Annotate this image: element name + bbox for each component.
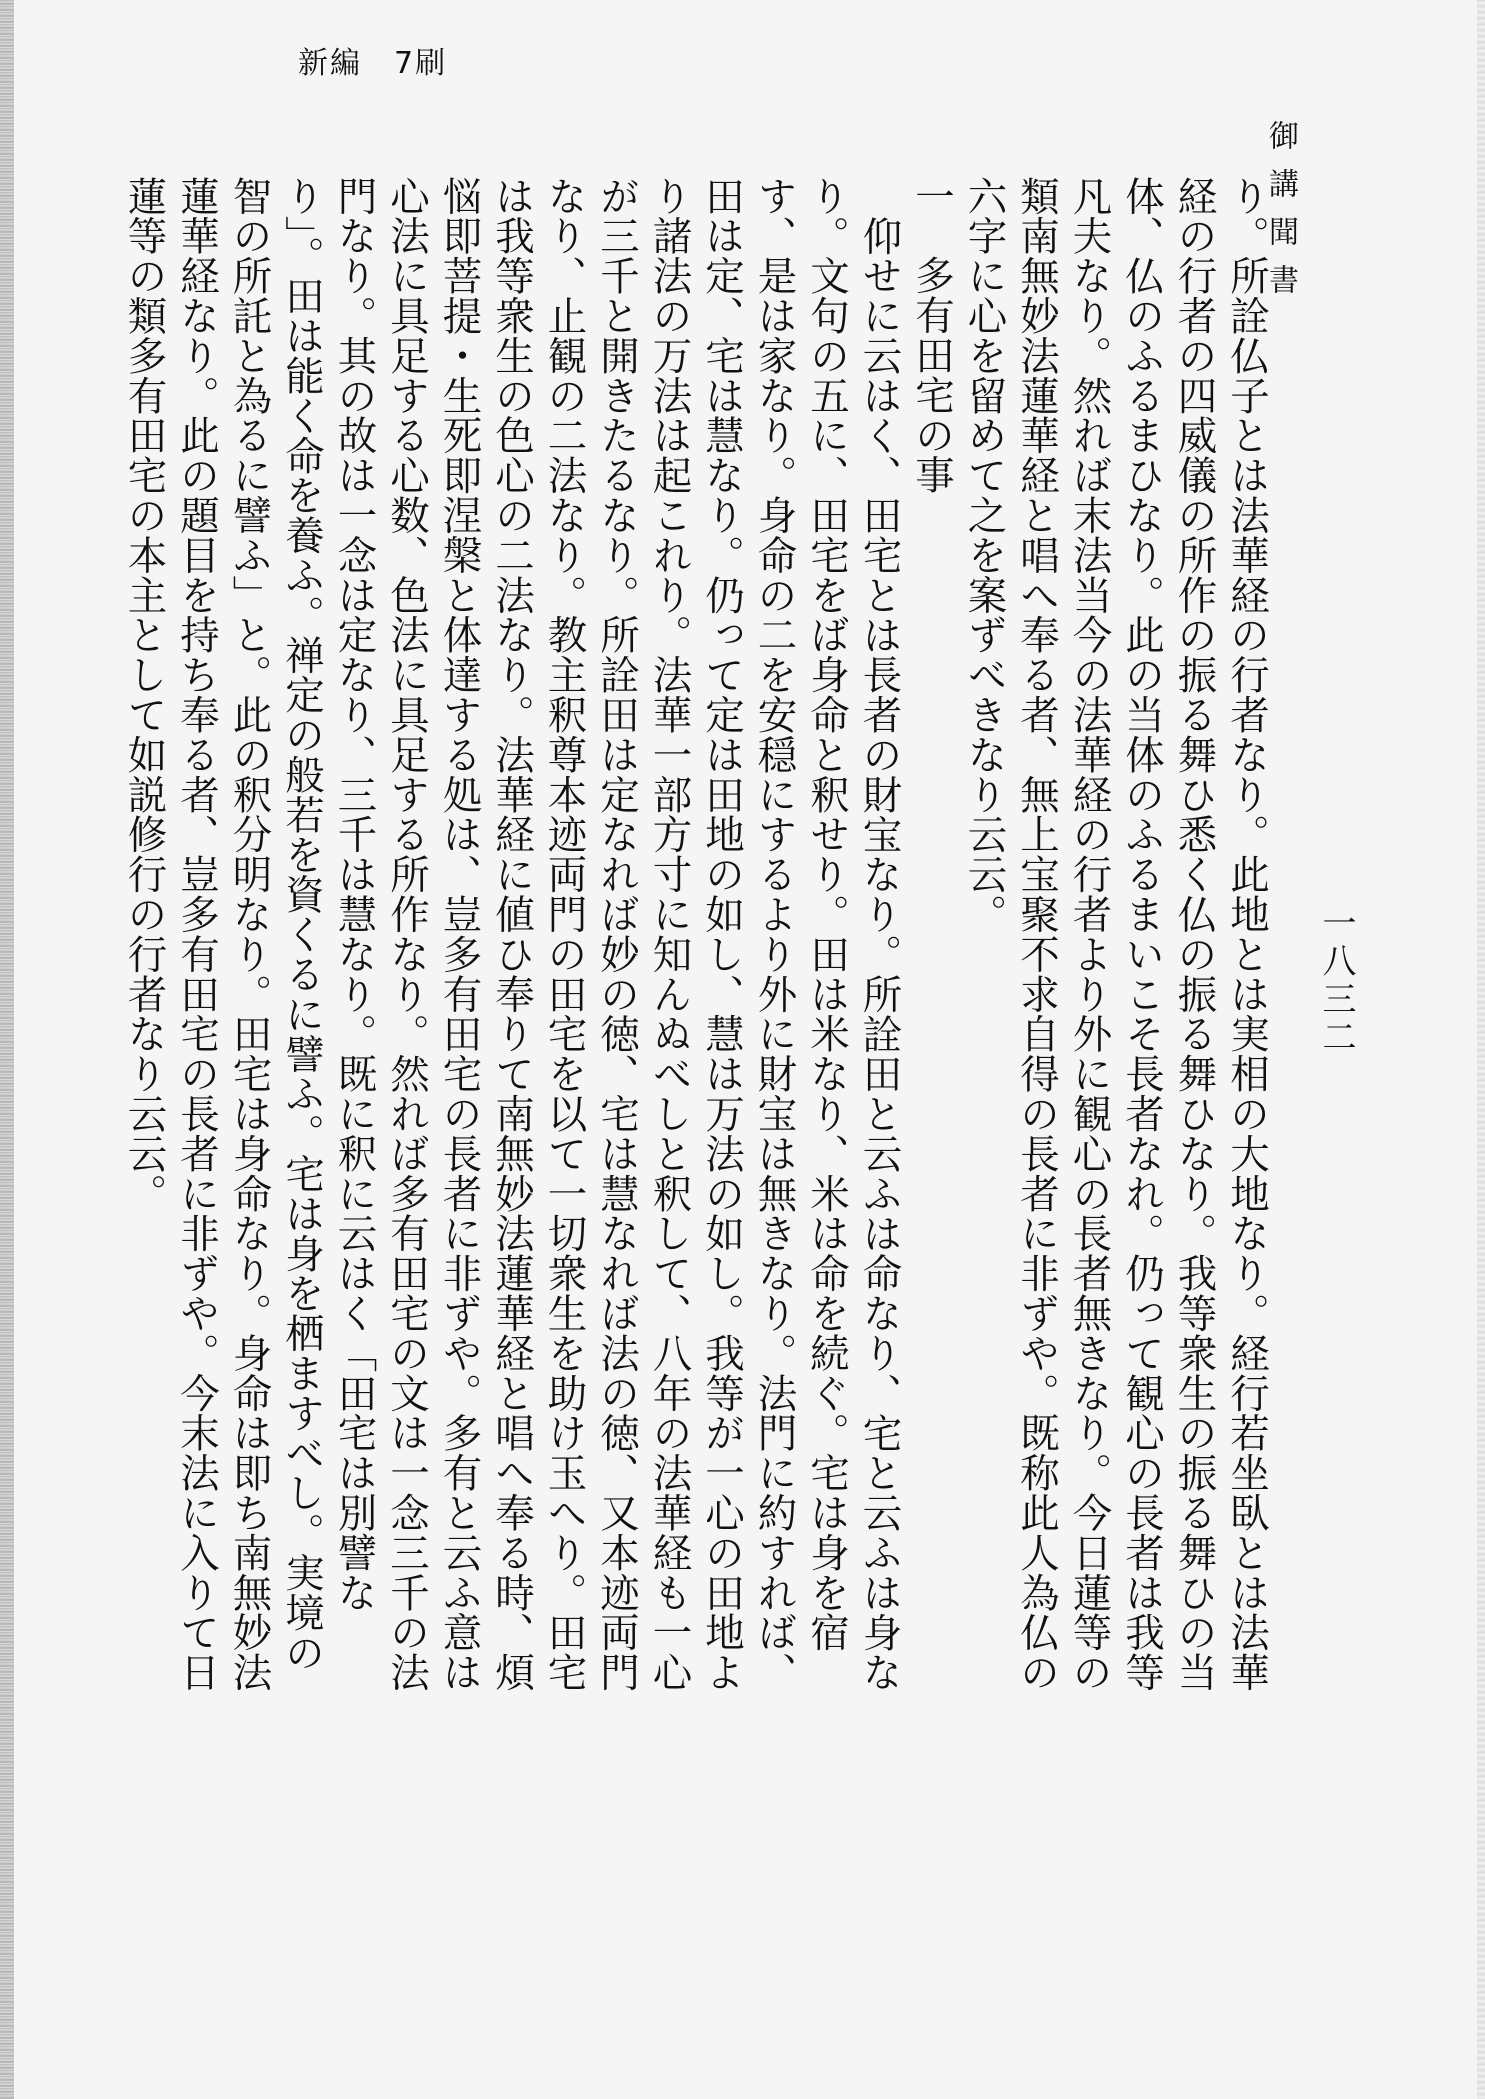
scan-edge-right bbox=[1477, 0, 1485, 2099]
section-heading bbox=[906, 176, 959, 1696]
page-number: 一八三二 bbox=[1316, 905, 1356, 1057]
section-mark: 一 bbox=[909, 176, 955, 216]
book-title: 御講聞書 bbox=[1263, 120, 1298, 312]
paragraph: 仰せに云はく、田宅とは長者の財宝なり。所詮田と云ふは命なり、宅と云ふは身なり。文句の五に、田宅をば身命と釈せり。田は米なり、米は命を続ぐ。宅は身を宿す、是は家なり。身命の二を安穏にするより外に財宝は無きなり。法門に約すれば、田は定、宅は慧なり。仍って定は田地の如し、慧は万法の如し。我等が一心の田地より諸法の万法は起これり。法華一部方寸に知んぬべしと釈して、八年の法華経も一心が三千と開きたるなり。所詮田は定なれば妙の徳、宅は慧なれば法の徳、又本迹両門なり、止観の二法なり。教主釈尊本迹両門の田宅を以て一切衆生を助け玉へり。田宅は我等衆生の色心の二法なり。法華経に値ひ奉りて南無妙法蓮華経と唱へ奉る時、煩悩即菩提・生死即涅槃と体達する処は、豈多有田宅の長者に非ずや。多有と云ふ意は心法に具足する心数、色法に具足する所作なり。然れば多有田宅の文は一念三千の法門なり。其の故は一念は定なり、三千は慧なり。既に釈に云はく「田宅は別譬なり」。田は能く命を養ふ。禅定の般若を資くるに譬ふ。宅は身を栖ますべし。実境の智の所託と為るに譬ふ」と。此の釈分明なり。田宅は身命なり。身命は即ち南無妙法蓮華経なり。此の題目を持ち奉る者、豈多有田宅の長者に非ずや。今末法に入りて日蓮等の類多有田宅の本主として如説修行の行者なり云云。 bbox=[121, 176, 903, 1693]
edition-label: 新編 7刷 bbox=[298, 46, 448, 81]
body-text bbox=[121, 176, 1273, 1696]
paragraph: り。所詮仏子とは法華経の行者なり。此地とは実相の大地なり。経行若坐臥とは法華経の行者の四威儀の所作の振る舞ひ悉く仏の振る舞ひなり。我等衆生の振る舞ひの当体、仏のふるまひなり。此の当体のふるまいこそ長者なれ。仍って観心の長者は我等凡夫なり。然れば末法当今の法華経の行者より外に観心の長者無きなり。今日蓮等の類南無妙法蓮華経と唱へ奉る者、無上宝聚不求自得の長者に非ずや。既称此人為仏の六字に心を留めて之を案ずべきなり云云。 bbox=[961, 176, 1270, 1693]
section-heading-text: 多有田宅の事 bbox=[909, 255, 955, 495]
scan-edge-left bbox=[0, 0, 14, 2099]
